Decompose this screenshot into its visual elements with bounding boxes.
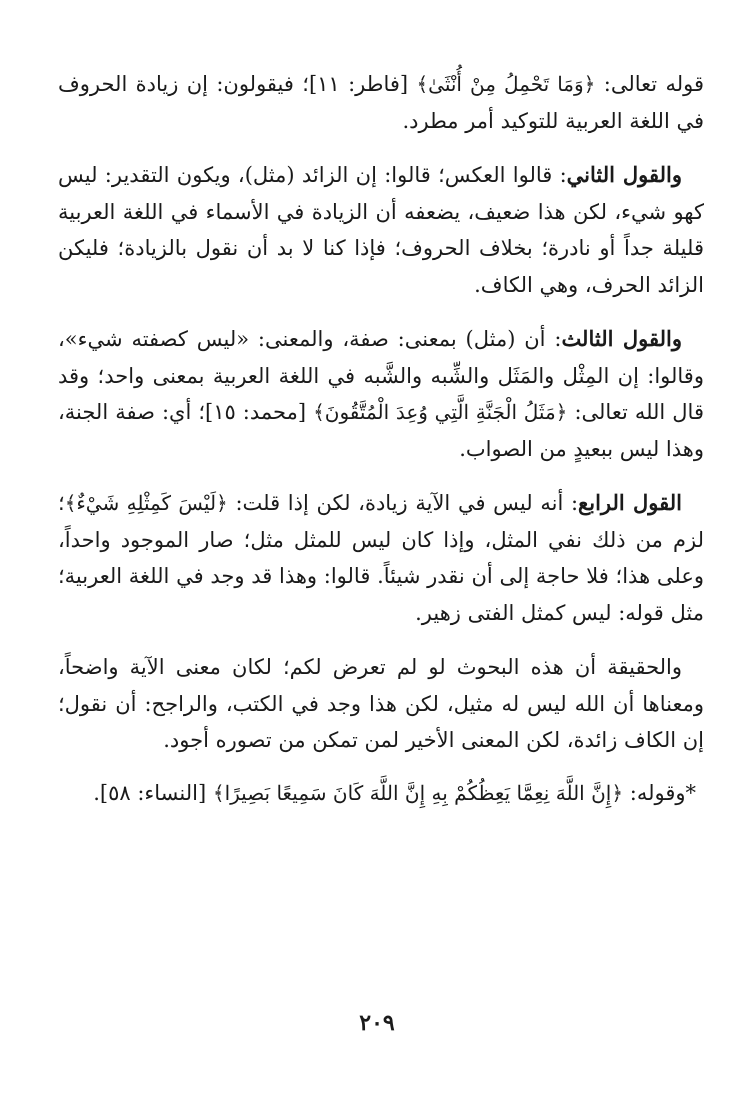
text-segment: : قالوا العكس؛ قالوا: إن الزائد (مثل)، ويكون التقدير: ليس كهو شيء، لكن هذا ضعيف، يضعفه أن الزيادة في الأسماء في اللغة العربية قليلة جداً أو نادرة؛ بخلاف الحروف؛ فإذا كنا لا بد أن نقول بالزيادة؛ فليكن الزائد الحرف، وهي الكاف. — [58, 163, 704, 297]
text-segment: : أن (مثل) بمعنى: صفة، والمعنى: «ليس كصفته شيء»، وقالوا: إن المِثْل والمَثَل والشِّبه والشَّبه في اللغة العربية بمعنى واحد؛ وقد قال الله تعالى: — [58, 327, 704, 424]
text-segment: [فاطر: ١١]؛ فيقولون: إن زيادة الحروف في اللغة العربية للتوكيد أمر مطرد. — [58, 72, 704, 133]
quran-verse-fatir: ﴿وَمَا تَحْمِلُ مِنْ أُنْثَىٰ﴾ — [416, 72, 596, 96]
paragraph-1 — [58, 66, 704, 139]
quran-verse-shura: ﴿لَيْسَ كَمِثْلِهِ شَيْءٌ﴾ — [64, 491, 228, 515]
paragraph-fourth-opinion — [58, 485, 704, 631]
text-segment: [النساء: ٥٨]. — [93, 780, 213, 805]
paragraph-third-opinion — [58, 321, 704, 467]
paragraph-nisa-verse — [58, 775, 704, 812]
text-segment: والحقيقة أن هذه البحوث لو لم تعرض لكم؛ لكان معنى الآية واضحاً، ومعناها أن الله ليس له مثيل، لكن هذا وجد في الكتب، والراجح: أن نقول؛ إن الكاف زائدة، لكن المعنى الأخير لمن تمكن من تصوره أجود. — [58, 655, 704, 752]
text-segment: [محمد: ١٥]؛ أي: صفة الجنة، وهذا ليس ببعيدٍ من الصواب. — [58, 400, 704, 461]
text-segment: ؛ لزم من ذلك نفي المثل، وإذا كان ليس للمثل مثل؛ صار الموجود واحداً، وعلى هذا؛ فلا حاجة إلى أن نقدر شيئاً. قالوا: وهذا قد وجد في اللغة العربية؛ مثل قوله: ليس كمثل الفتى زهير. — [58, 491, 704, 625]
paragraph-conclusion — [58, 649, 704, 759]
paragraph-second-opinion — [58, 157, 704, 303]
quran-verse-nisa: ﴿إِنَّ اللَّهَ نِعِمَّا يَعِظُكُمْ بِهِ إِنَّ اللَّهَ كَانَ سَمِيعًا بَصِيرًا﴾ — [212, 780, 624, 805]
asterisk-mark: * — [685, 780, 696, 805]
heading-third-opinion: والقول الثالث — [561, 326, 683, 351]
text-segment: وقوله: — [623, 780, 686, 805]
page-number: ٢٠٩ — [359, 1010, 395, 1036]
quran-verse-muhammad: ﴿مَثَلُ الْجَنَّةِ الَّتِي وُعِدَ الْمُتَّقُونَ﴾ — [313, 400, 568, 424]
text-segment: قوله تعالى: — [595, 72, 705, 96]
heading-second-opinion: والقول الثاني — [566, 162, 682, 187]
heading-fourth-opinion: القول الرابع — [578, 490, 682, 515]
text-segment: : أنه ليس في الآية زيادة، لكن إذا قلت: — [227, 491, 579, 515]
body-text — [58, 66, 704, 811]
